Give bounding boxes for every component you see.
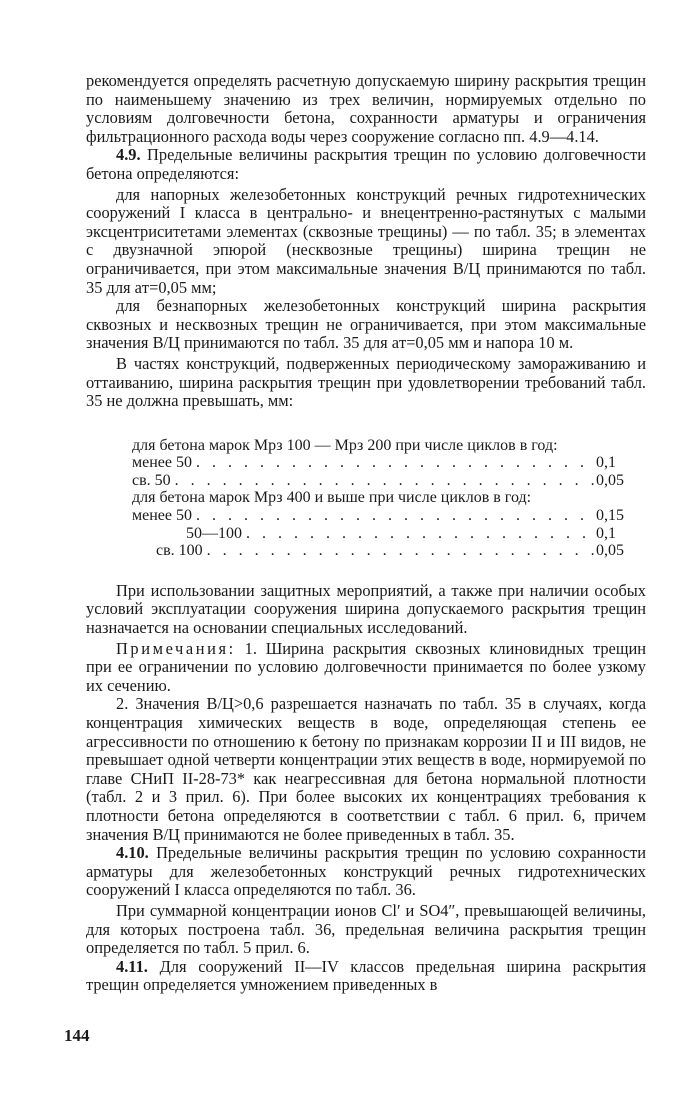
limits-row-label: 50—100	[186, 524, 242, 542]
leader-dots	[242, 525, 596, 543]
limits-row-value: 0,05	[596, 542, 624, 560]
section-number: 4.11.	[116, 956, 148, 976]
paragraph-note-2: 2. Значения B/Ц>0,6 разрешается назначать по табл. 35 в случаях, когда концентрация химических веществ в воде, определяющая степень ее агрессивности по отношению к бетону по признакам коррозии II и III видов, не превышает одной четверти концентрации этих веществ в воде, нормируемой по главе СНиП II-28-73* как неагрессивная для бетона нормальной плотности (табл. 2 и 3 прил. 6). При более высоких их концентрациях требования к плотности бетона определяются в соответствии с табл. 6 прил. 6, причем значения B/Ц принимаются не более приведенных в табл. 35.	[86, 694, 646, 844]
crack-width-limits-list	[86, 437, 644, 560]
section-number: 4.10.	[116, 843, 149, 863]
note-1-text: 1. Ширина раскрытия сквозных клиновидных трещин при ее ограничении по условию долговечности принимается по более узкому их сечению.	[86, 638, 646, 695]
paragraph-4-11	[86, 958, 646, 995]
limits-row	[132, 542, 644, 560]
paragraph-special-conditions: При использовании защитных мероприятий, а также при наличии особых условий эксплуатации сооружения ширина допускаемого раскрытия трещин назначается на основании специальных исследований.	[86, 580, 646, 638]
limits-group-title: для бетона марок Мрз 400 и выше при числе циклов в год:	[132, 489, 532, 507]
limits-row-label: св. 100	[156, 542, 203, 560]
limits-row-value: 0,1	[596, 454, 616, 472]
limits-row	[132, 507, 644, 525]
paragraph-note-1	[86, 640, 646, 696]
limits-group-title: для бетона марок Мрз 100 — Мрз 200 при числе циклов в год:	[132, 436, 558, 454]
limits-row-label: св. 50	[132, 471, 171, 489]
leader-dots	[192, 454, 596, 472]
notes-heading: Примечания:	[116, 638, 236, 658]
limits-row	[132, 454, 644, 472]
leader-dots	[192, 507, 596, 525]
document-page	[86, 72, 646, 995]
leader-dots	[203, 542, 596, 560]
paragraph-intro: рекомендуется определять расчетную допускаемую ширину раскрытия трещин по наименьшему значению из трех величин, нормируемых отдельно по условиям долговечности бетона, сохранности арматуры и ограничения фильтрационного расхода воды через сооружение согласно пп. 4.9—4.14.	[86, 71, 646, 146]
paragraph-nonpressure-structures: для безнапорных железобетонных конструкций ширина раскрытия сквозных и несквозных трещин не ограничивается, при этом максимальные значения B/Ц принимаются по табл. 35 для aт=0,05 мм и напора 10 м.	[86, 296, 646, 353]
limits-row	[132, 525, 644, 543]
paragraph-pressure-structures: для напорных железобетонных конструкций речных гидротехнических сооружений I класса в центрально- и внецентренно-растянутых с малыми эксцентриситетами элементах (сквозные трещины) — по табл. 35; в элементах с двузначной эпюрой (несквозные трещины) ширина трещин не ограничивается, при этом максимальные значения B/Ц принимаются по табл. 35 для aт=0,05 мм;	[86, 184, 646, 297]
limits-row-label: менее 50	[132, 454, 192, 472]
section-text: Предельные величины раскрытия трещин по условию сохранности арматуры для железобетонных конструкций речных гидротехнических сооружений I класса определяются по табл. 36.	[86, 843, 646, 900]
leader-dots	[171, 472, 596, 490]
limits-row-value: 0,1	[596, 524, 616, 542]
limits-row-value: 0,15	[596, 507, 624, 525]
limits-row-label: менее 50	[132, 507, 192, 525]
paragraph-freeze-thaw: В частях конструкций, подверженных периодическому замораживанию и оттаиванию, ширина раскрытия трещин при удовлетворении требований табл. 35 не должна превышать, мм:	[86, 353, 646, 411]
limits-row-value: 0,05	[596, 471, 624, 489]
paragraph-4-9	[86, 146, 646, 183]
page-number: 144	[64, 1026, 90, 1045]
paragraph-4-10	[86, 844, 646, 900]
section-text: Для сооружений II—IV классов предельная ширина раскрытия трещин определяется умножением приведенных в	[86, 956, 646, 995]
section-number: 4.9.	[116, 145, 141, 165]
limits-row	[132, 472, 644, 490]
paragraph-ion-concentration: При суммарной концентрации ионов Cl′ и SO4″, превышающей величины, для которых построена табл. 36, предельная величина раскрытия трещин определяется по табл. 5 прил. 6.	[86, 900, 646, 958]
section-text: Предельные величины раскрытия трещин по условию долговечности бетона определяются:	[86, 145, 646, 183]
